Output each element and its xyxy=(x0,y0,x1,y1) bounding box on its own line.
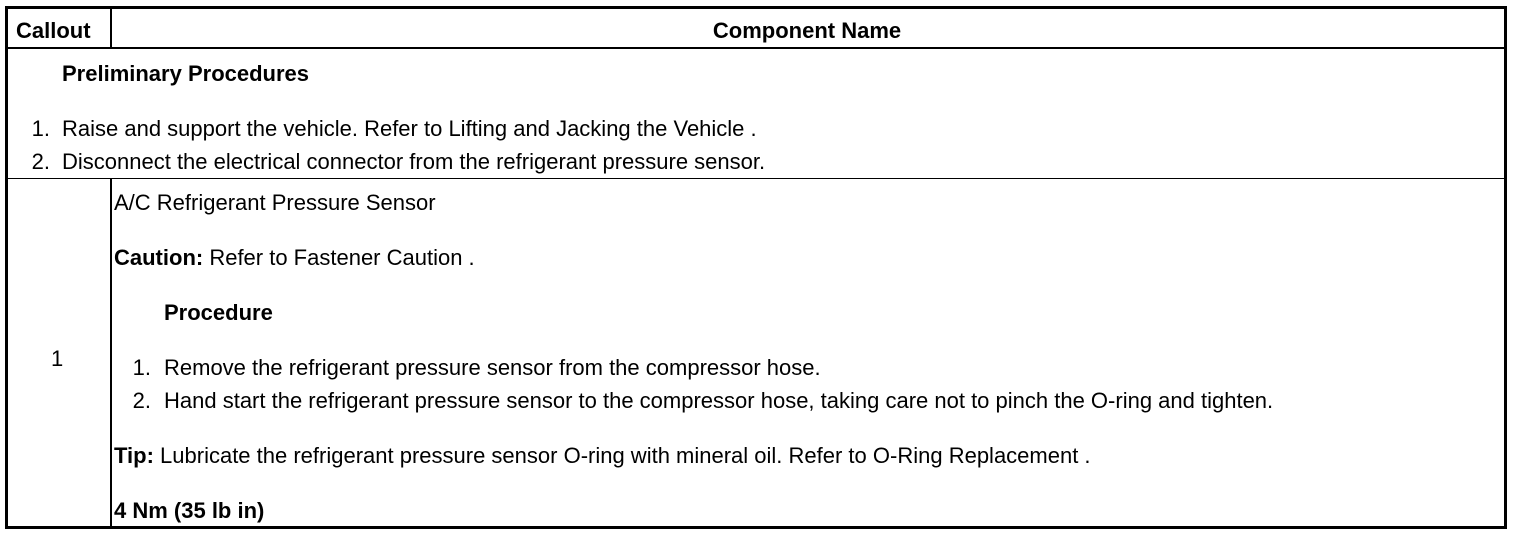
procedure-step-text: Remove the refrigerant pressure sensor from the compressor hose. xyxy=(164,355,821,380)
row-column-divider xyxy=(110,179,112,529)
callout-header: Callout xyxy=(16,18,91,43)
preliminary-step-text: Disconnect the electrical connector from the refrigerant pressure sensor. xyxy=(62,149,766,174)
preliminary-step-number: 2. xyxy=(31,149,50,174)
procedure-title: Procedure xyxy=(164,300,273,325)
component-table xyxy=(5,6,1507,529)
caution-note xyxy=(114,247,475,269)
procedure-step-number: 2. xyxy=(132,388,151,413)
header-row-divider xyxy=(8,47,1504,49)
procedure-step-text: Hand start the refrigerant pressure sensor to the compressor hose, taking care not to pinch the O-ring and tighten. xyxy=(164,388,1274,413)
preliminary-step-number: 1. xyxy=(31,116,50,141)
tip-text: Lubricate the refrigerant pressure sensor O-ring with mineral oil. Refer to O-Ring Replacement . xyxy=(153,443,1091,468)
procedure-step-number: 1. xyxy=(132,355,151,380)
tip-note xyxy=(114,445,1091,467)
caution-label: Caution: xyxy=(114,245,204,270)
component-name-header: Component Name xyxy=(712,18,902,43)
preliminary-title: Preliminary Procedures xyxy=(62,61,310,86)
caution-text: Refer to Fastener Caution . xyxy=(203,245,475,270)
tip-label: Tip: xyxy=(114,443,154,468)
callout-number: 1 xyxy=(51,346,64,371)
preliminary-step-text: Raise and support the vehicle. Refer to Lifting and Jacking the Vehicle . xyxy=(62,116,757,141)
preliminary-row-divider xyxy=(8,178,1504,179)
torque-spec: 4 Nm (35 lb in) xyxy=(114,498,265,523)
component-name: A/C Refrigerant Pressure Sensor xyxy=(114,190,436,215)
